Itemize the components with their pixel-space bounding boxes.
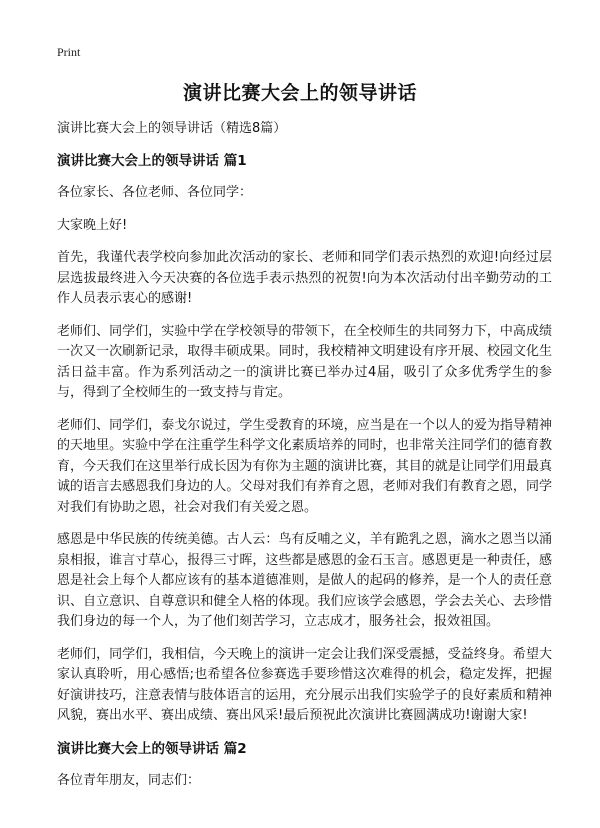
paragraph: 各位家长、各位老师、各位同学： (57, 185, 253, 200)
paragraph: 首先，我谨代表学校向参加此次活动的家长、老师和同学们表示热烈的欢迎!向经过层层选拔最终进入今天决赛的各位选手表示热烈的祝贺!向为本次活动付出辛勤劳动的工作人员表示衷心的感谢! (57, 250, 552, 306)
print-link[interactable]: Print (57, 45, 81, 59)
paragraph: 各位青年朋友，同志们： (57, 772, 201, 788)
paragraph: 感恩是中华民族的传统美德。古人云：鸟有反哺之义，羊有跪乳之恩，滴水之恩当以涌泉相报，谁言寸草心，报得三寸晖，这些都是感恩的金石玉言。感恩更是一种责任，感恩是社会上每个人都应该有的基本道德准则，是做人的起码的修养，是一个人的责任意识、自立意识、自尊意识和健全人格的体现。我们应该学会感恩，学会去关心、去珍惜我们身边的每一个人，为了他们刻苦学习，立志成才，服务社会，报效祖国。 (57, 532, 552, 629)
document-subtitle: 演讲比赛大会上的领导讲话（精选8篇） (57, 121, 287, 136)
paragraph: 大家晚上好! (57, 217, 128, 233)
paragraph: 老师们、同学们，实验中学在学校领导的带领下，在全校师生的共同努力下，中高成绩一次又一次刷新记录，取得丰硕成果。同时，我校精神文明建设有序开展、校园文化生活日益丰富。作为系列活动之一的演讲比赛已举办过4届，吸引了众多优秀学生的参与，得到了全校师生的一致支持与肯定。 (57, 323, 552, 400)
paragraph: 老师们、同学们，泰戈尔说过，学生受教育的环境，应当是在一个以人的爱为指导精神的天地里。实验中学在注重学生科学文化素质培养的同时，也非常关注同学们的德育教育，今天我们在这里举行成长因为有你为主题的演讲比赛，其目的就是让同学们用最真诚的语言去感恩我们身边的人。父母对我们有养育之恩，老师对我们有教育之恩，同学对我们有协助之恩，社会对我们有关爱之恩。 (57, 417, 552, 515)
page-title: 演讲比赛大会上的领导讲话 (182, 82, 417, 104)
section-heading-2: 演讲比赛大会上的领导讲话 篇2 (57, 740, 247, 757)
paragraph: 老师们，同学们，我相信，今天晚上的演讲一定会让我们深受震撼，受益终身。希望大家认真聆听，用心感悟;也希望各位参赛选手要珍惜这次难得的机会，稳定发挥，把握好演讲技巧，注意表情与肢体语言的运用，充分展示出我们实验学子的良好素质和精神风貌，赛出水平、赛出成绩、赛出风采!最后预祝此次演讲比赛圆满成功!谢谢大家! (57, 646, 552, 723)
document-body (57, 119, 552, 803)
section-heading-1: 演讲比赛大会上的领导讲话 篇1 (57, 153, 247, 169)
